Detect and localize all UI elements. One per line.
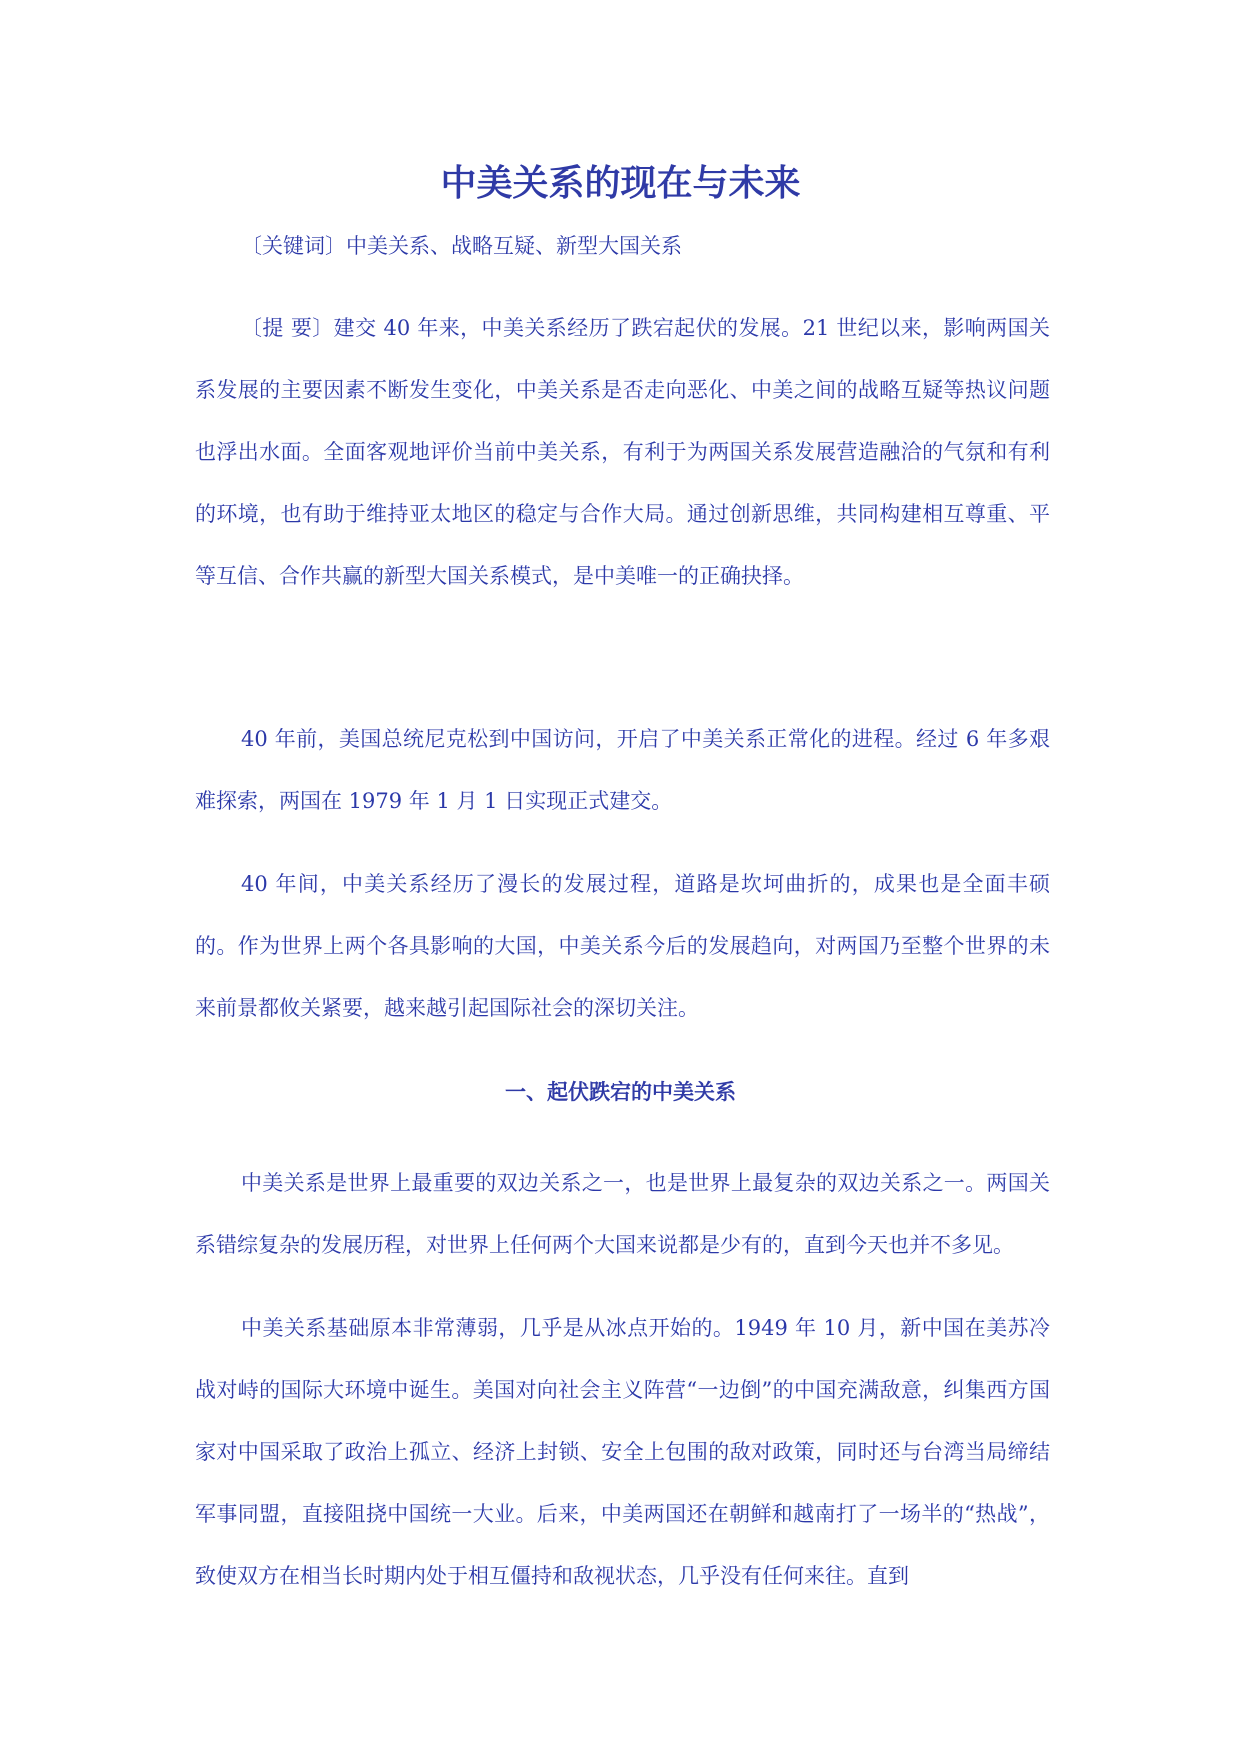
intro-paragraph-1: 40 年前，美国总统尼克松到中国访问，开启了中美关系正常化的进程。经过 6 年多艰难探索，两国在 1979 年 1 月 1 日实现正式建交。 [195,727,1050,813]
section-paragraph-2: 中美关系基础原本非常薄弱，几乎是从冰点开始的。1949 年 10 月，新中国在美苏冷战对峙的国际大环境中诞生。美国对向社会主义阵营“一边倒”的中国充满敌意，纠集西方国家对中国采取了政治上孤立、经济上封锁、安全上包围的敌对政策，同时还与台湾当局缔结军事同盟，直接阻挠中国统一大业。后来，中美两国还在朝鲜和越南打了一场半的“热战”，致使双方在相当长时期内处于相互僵持和敌视状态，几乎没有任何来往。直到 [195,1316,1050,1588]
section-heading: 一、起伏跌宕的中美关系 [505,1080,736,1104]
keywords: 〔关键词〕中美关系、战略互疑、新型大国关系 [241,234,682,258]
abstract: 〔提 要〕建交 40 年来，中美关系经历了跌宕起伏的发展。21 世纪以来，影响两国关系发展的主要因素不断发生变化，中美关系是否走向恶化、中美之间的战略互疑等热议问题也浮出水面。全面客观地评价当前中美关系，有利于为两国关系发展营造融洽的气氛和有利的环境，也有助于维持亚太地区的稳定与合作大局。通过创新思维，共同构建相互尊重、平等互信、合作共赢的新型大国关系模式，是中美唯一的正确抉择。 [195,316,1050,588]
section-paragraph-1: 中美关系是世界上最重要的双边关系之一，也是世界上最复杂的双边关系之一。两国关系错综复杂的发展历程，对世界上任何两个大国来说都是少有的，直到今天也并不多见。 [195,1171,1050,1257]
document-title: 中美关系的现在与未来 [440,163,801,204]
intro-paragraph-2: 40 年间，中美关系经历了漫长的发展过程，道路是坎坷曲折的，成果也是全面丰硕的。作为世界上两个各具影响的大国，中美关系今后的发展趋向，对两国乃至整个世界的未来前景都攸关紧要，越来越引起国际社会的深切关注。 [195,872,1050,1020]
